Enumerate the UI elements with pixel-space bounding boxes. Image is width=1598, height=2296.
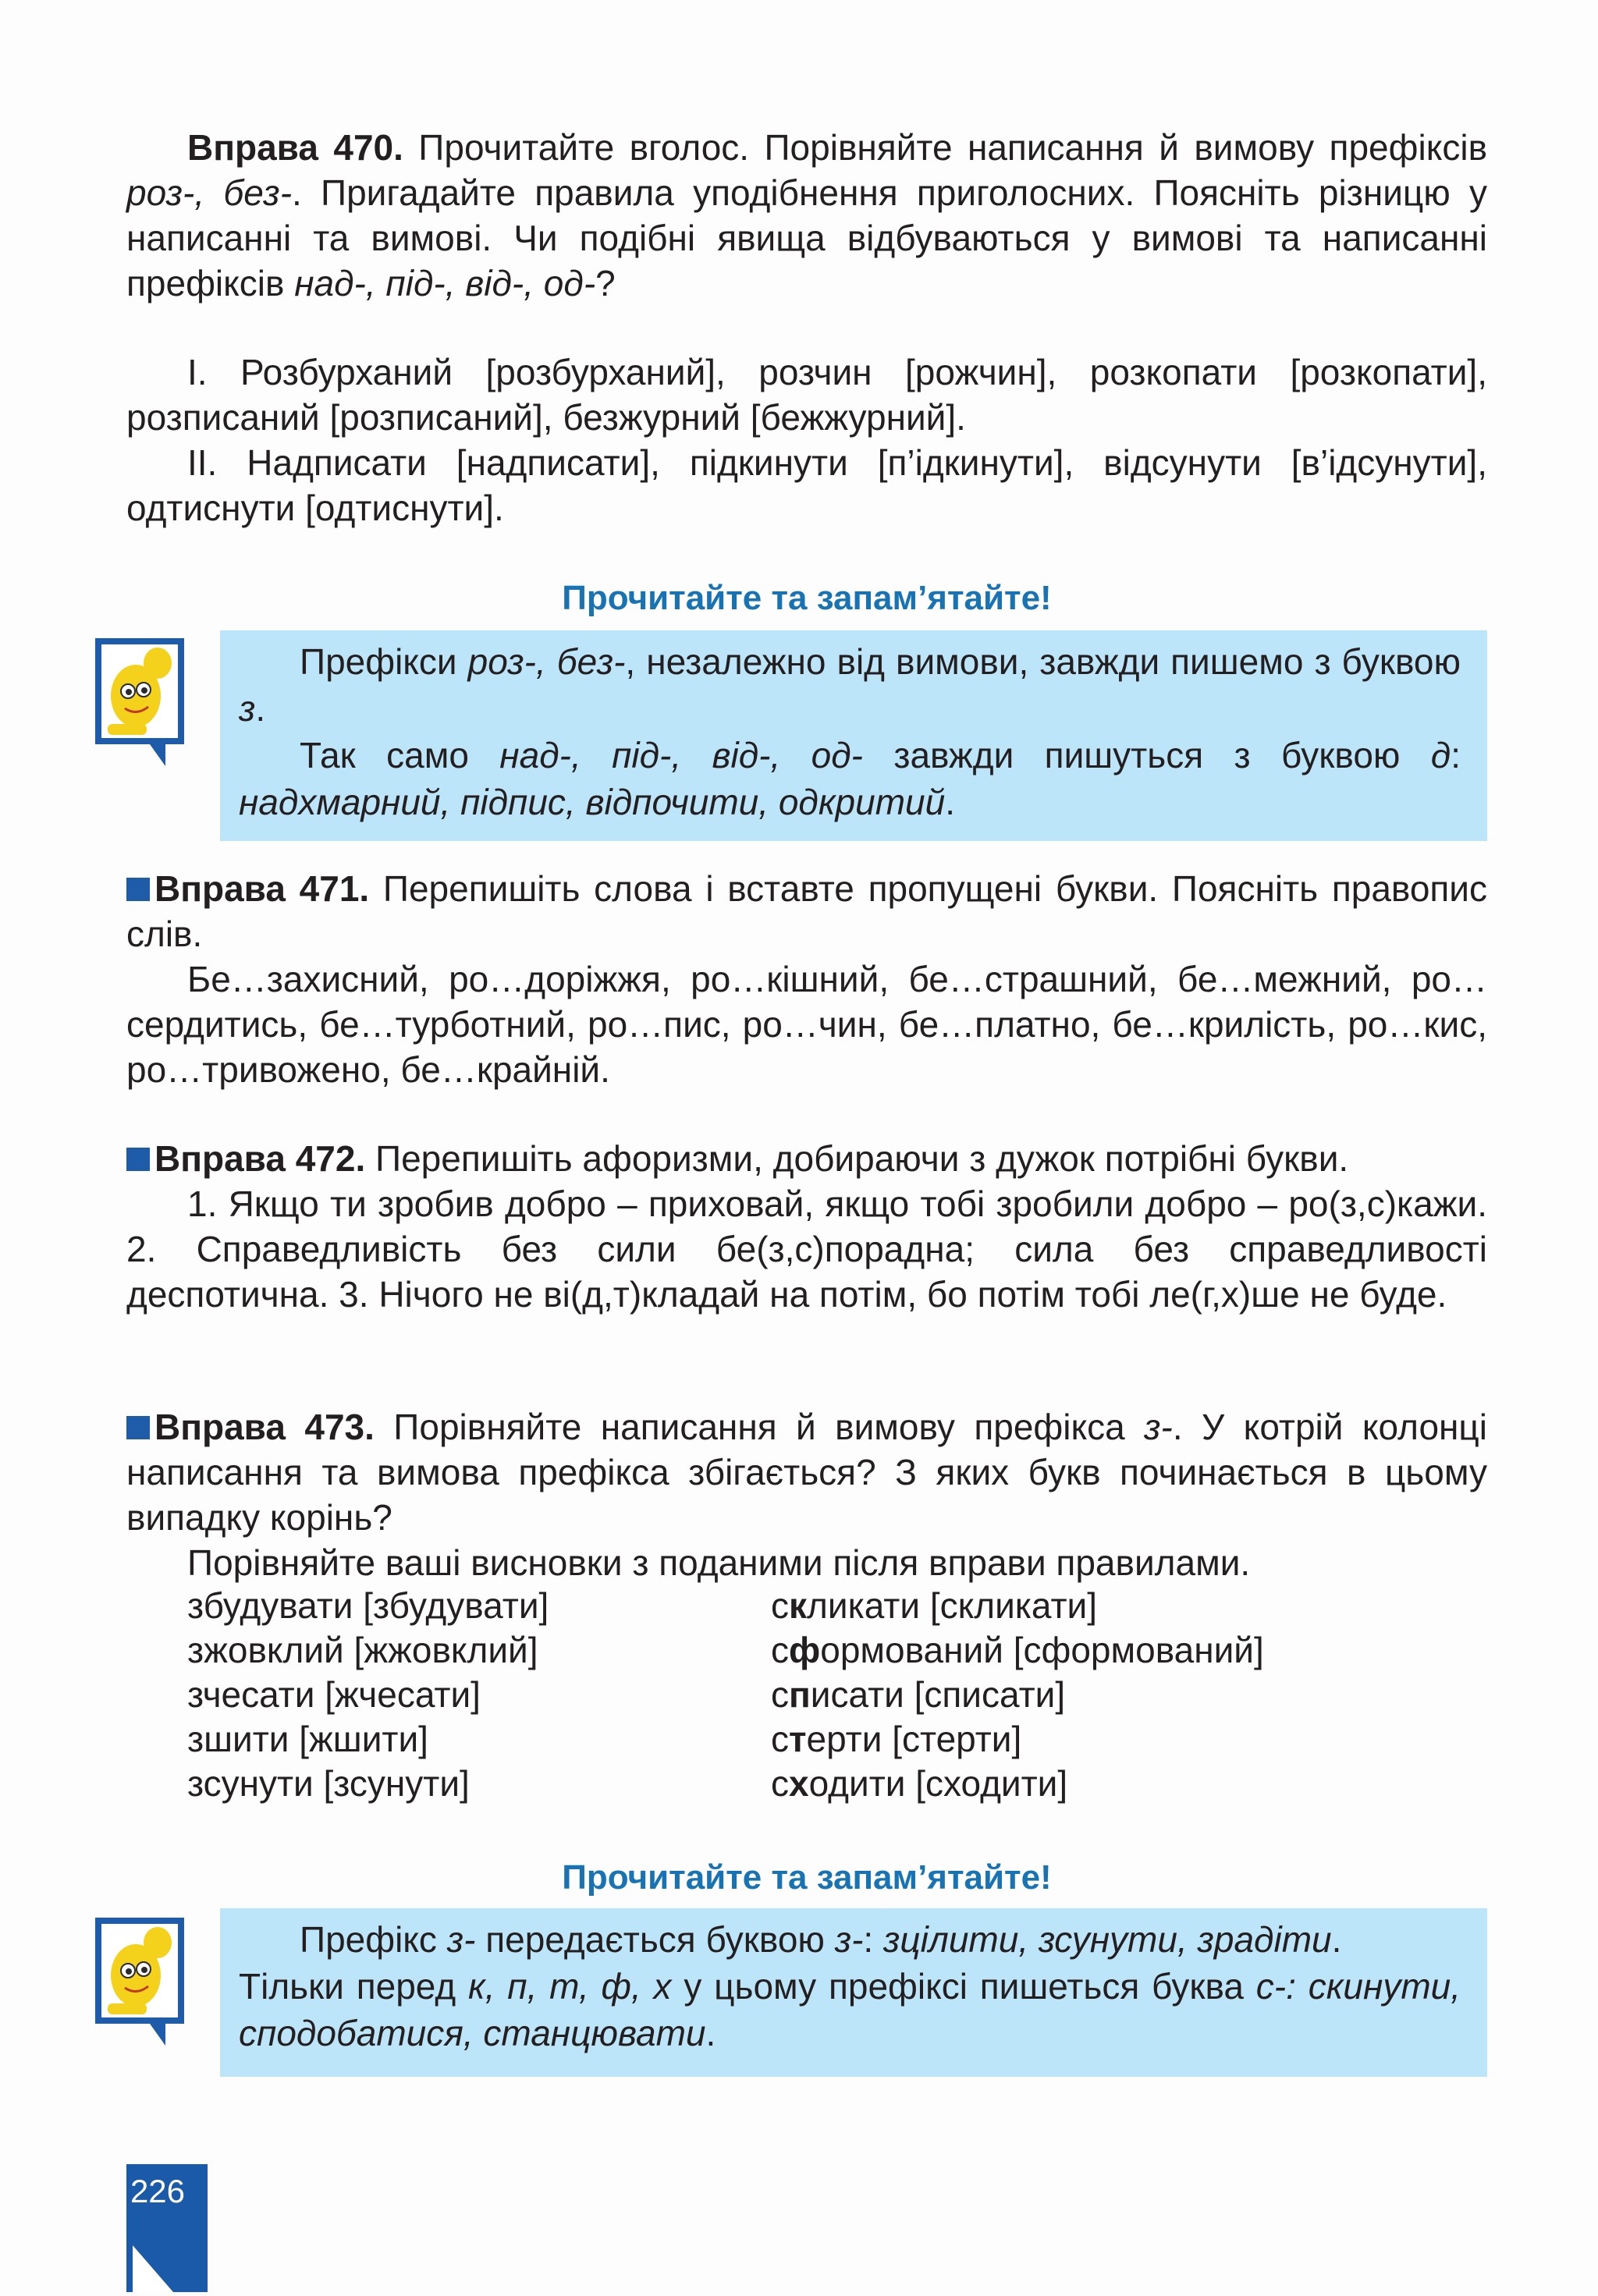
exercise-471 [126,866,1487,1092]
list-item: зсунути [зсунути] сходити [сходити] [187,1763,1068,1804]
rule-box-1 [220,630,1487,841]
page-number: 226 [130,2173,186,2209]
list-item: зжовклий [жжовклий] сформований [сформований] [187,1630,1264,1670]
exercise-473-label: Вправа 473. [154,1407,375,1447]
list-item: зшити [жшити] стерти [стерти] [187,1719,1022,1759]
exercise-470-line-2: II. Надписати [надписати], підкинути [п’ідкинути], відсунути [в’ідсунути], одтиснути [одтиснути]. [126,442,1487,528]
blue-square-icon [126,878,150,901]
exercise-470 [126,125,1487,531]
rule-box-2 [220,1908,1487,2077]
exercise-473-instruction: Порівняйте ваші висновки з поданими після вправи правилами. [187,1542,1251,1583]
rule-heading-1: Прочитайте та запам’ятайте! [562,579,1052,617]
exercise-472 [126,1136,1487,1317]
exercise-472-label: Вправа 472. [154,1138,366,1179]
exercise-471-task: Вправа 471. Перепишіть слова і вставте пропущені букви. Поясніть правопис слів. [126,868,1488,954]
exercise-471-label: Вправа 471. [154,868,370,909]
exercise-472-text: 1. Якщо ти зробив добро – приховай, якщо тобі зробили добро – ро(з,с)кажи. 2. Справедливість без сили бе(з,с)порадна; сила без справедливості деспотична. 3. Нічого не ві(д,т)кладай на потім, бо потім тобі ле(г,х)ше не буде. [126,1183,1487,1315]
rule-heading-2: Прочитайте та запам’ятайте! [562,1858,1052,1897]
rule-1-text-a: Префікси роз-, без-, незалежно від вимови, завжди пишемо з буквою з. [239,641,1461,729]
exercise-472-task: Вправа 472. Перепишіть афоризми, добираючи з дужок потрібні букви. [126,1136,1487,1181]
page-number-tab [126,2164,208,2292]
pointing-hand-icon [94,637,187,768]
blue-square-icon [126,1148,150,1171]
rule-1-text-b: Так само над-, під-, від-, од- завжди пишуться з буквою д: надхмарний, підпис, відпочити, одкритий. [239,735,1461,822]
exercise-470-line-1: I. Розбурханий [розбурханий], розчин [рожчин], розкопати [розкопати], розписаний [розписаний], безжурний [бежжурний]. [126,352,1487,438]
list-item: збудувати [збудувати] скликати [скликати] [187,1585,1098,1626]
pointing-hand-icon [94,1916,187,2047]
rule-2-text: Префікс з- передається буквою з-: зцілити, зсунути, зрадіти. Тільки перед к, п, т, ф, х у цьому префіксі пишеться буква с-: скинути, сподобатися, станцювати. [239,1919,1461,2053]
blue-square-icon [126,1416,150,1439]
list-item: зчесати [жчесати] списати [списати] [187,1674,1066,1715]
exercise-473-columns [187,1584,1264,1806]
exercise-470-label: Вправа 470. [187,127,403,168]
exercise-470-task: Вправа 470. Прочитайте вголос. Порівняйте написання й вимову префіксів роз-, без-. Пригадайте правила уподібнення приголосних. Поясніть різницю у написанні та вимові. Чи подібні явища відбуваються у вимові та написанні префіксів над-, під-, від-, од-? [126,127,1487,303]
exercise-473-task: Вправа 473. Порівняйте написання й вимову префікса з-. У котрій колонці написання та вимова префікса збігається? З яких букв починається в цьому випадку корінь? [126,1407,1487,1538]
exercise-473 [126,1404,1487,1585]
exercise-471-words: Бе…захисний, ро…доріжжя, ро…кішний, бе…страшний, бе…межний, ро…сердитись, бе…турботний, ро…пис, ро…чин, бе…платно, бе…крилість, ро…кис, ро…тривожено, бе…крайній. [126,959,1487,1090]
